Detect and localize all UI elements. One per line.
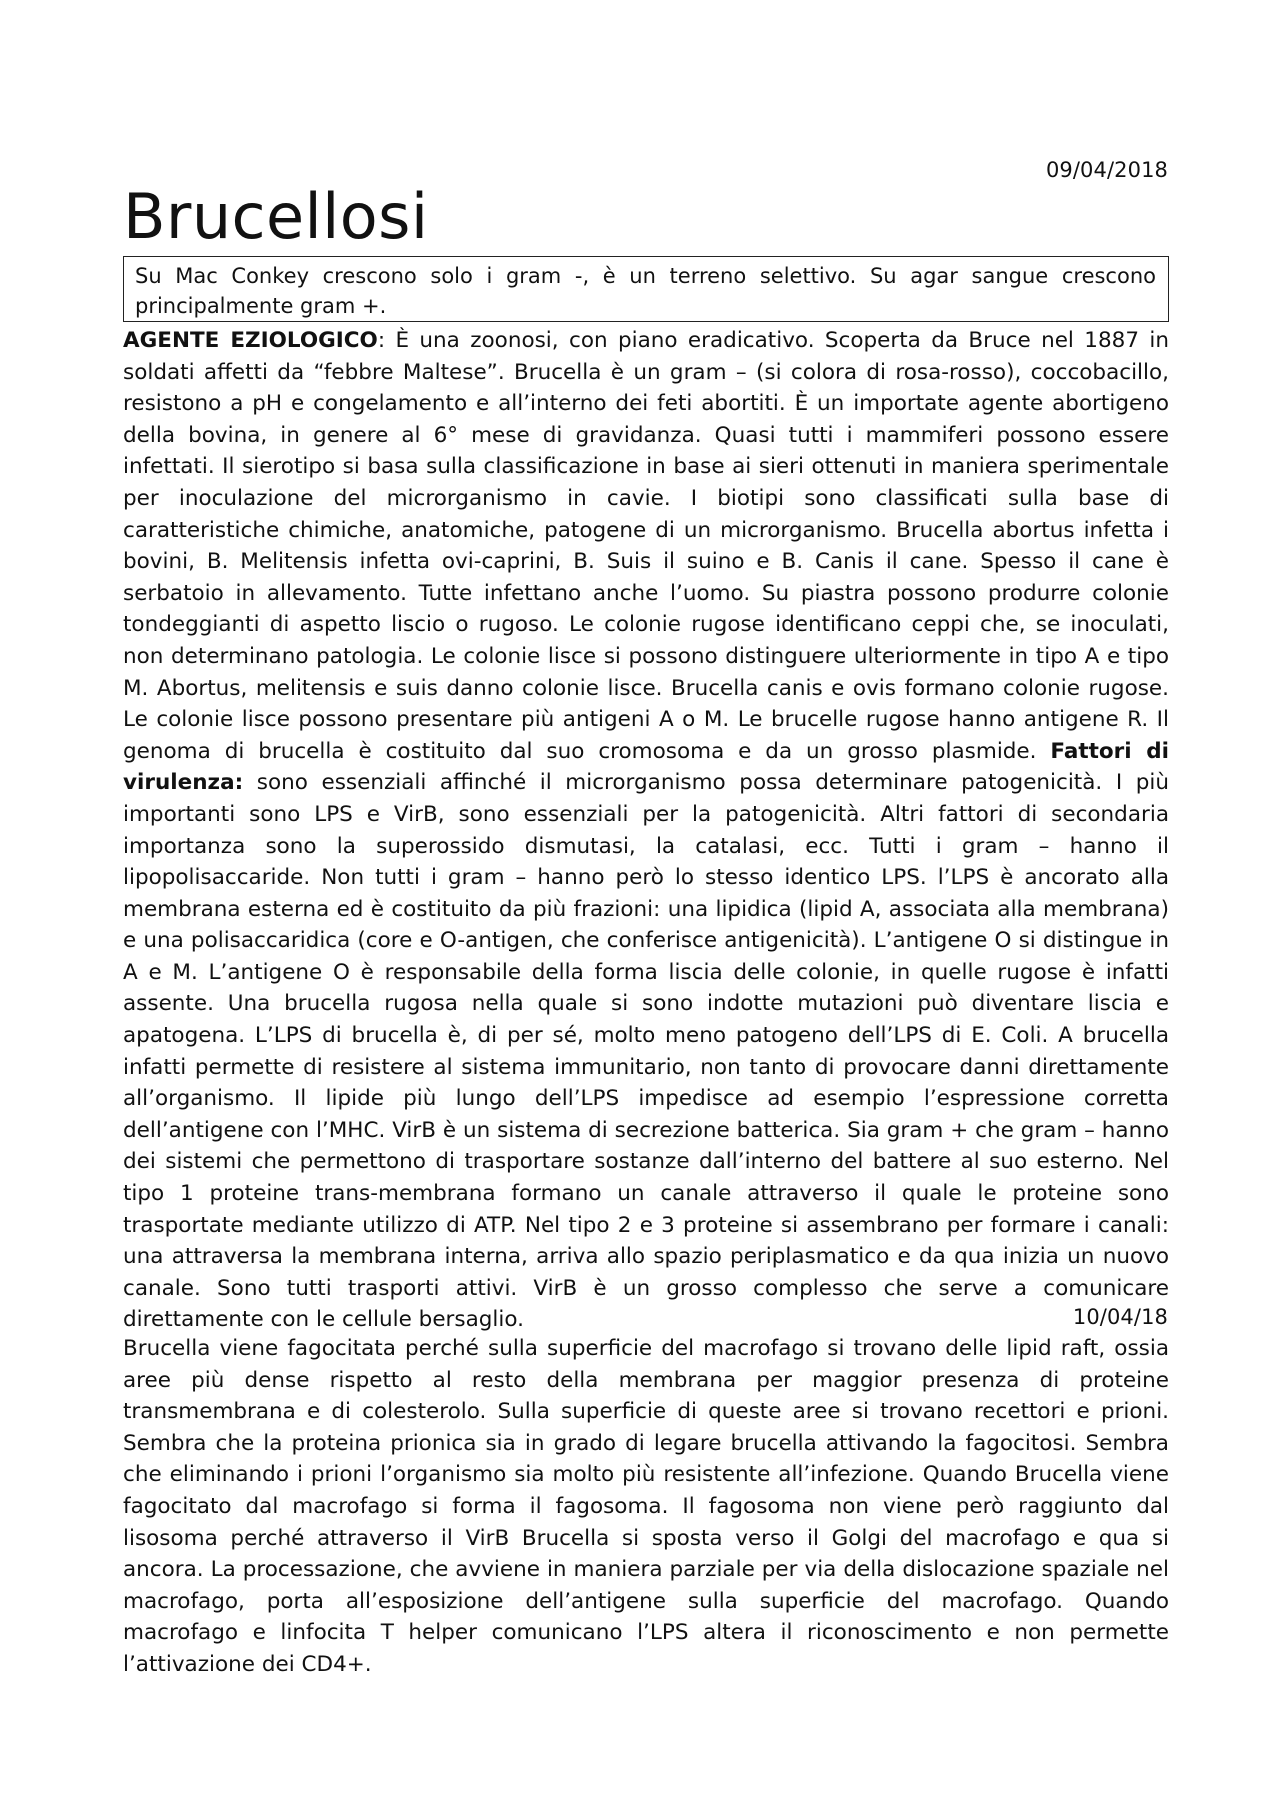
document-date: 09/04/2018 — [1045, 158, 1168, 182]
section-text-part-2: sono essenziali affinché il microrganismo possa determinare patogenicità. I più importanti sono LPS e VirB, sono essenziali per la patogenicità. Altri fattori di secondaria importanza sono la superossido dismutasi, la catalasi, ecc. Tutti i gram – hanno il lipopolisaccaride. Non tutti i gram – hanno però lo stesso identico LPS. l’LPS è ancorato alla membrana esterna ed è costituito da più frazioni: una lipidica (lipid A, associata alla membrana) e una polisaccaridica (core e O-antigen, che conferisce antigenicità). L’antigene O si distingue in A e M. L’antigene O è responsabile della forma liscia delle colonie, in quelle rugose è infatti assente. Una brucella rugosa nella quale si sono indotte mutazioni può diventare liscia e apatogena. L’LPS di brucella è, di per sé, molto meno patogeno dell’LPS di E. Coli. A brucella infatti permette di resistere al sistema immunitario, non tanto di provocare danni direttamente all’organismo. Il lipide più lungo dell’LPS impedisce ad esempio l’espressione corretta dell’antigene con l’MHC. VirB è un sistema di secrezione batterica. Sia gram + che gram – hanno dei sistemi che permettono di trasportare sostanze dall’interno del battere al suo esterno. Nel tipo 1 proteine trans-membrana formano un canale attraverso il quale le proteine sono trasportate mediante utilizzo di ATP. Nel tipo 2 e 3 proteine si assembrano per formare i canali: una attraversa la membrana interna, arriva allo spazio periplasmatico e da qua inizia un nuovo canale. Sono tutti trasporti attivi. VirB è un grosso complesso che serve a comunicare direttamente con le cellule bersaglio. — [123, 770, 1169, 1333]
section-date: 10/04/18 — [1072, 1305, 1168, 1329]
virulence-heading: Fattori di virulenza: — [123, 738, 1169, 796]
page-title: Brucellosi — [123, 180, 429, 253]
section-text-part-1: : È una zoonosi, con piano eradicativo. Scoperta da Bruce nel 1887 in soldati affetti da “febbre Maltese”. Brucella è un gram – (si colora di rosa-rosso), coccobacillo, resistono a pH e congelamento e all’interno dei feti abortiti. È un importate agente abortigeno della bovina, in genere al 6° mese di gravidanza. Quasi tutti i mammiferi possono essere infettati. Il sierotipo si basa sulla classificazione in base ai sieri ottenuti in maniera sperimentale per inoculazione del microrganismo in cavie. I biotipi sono classificati sulla base di caratteristiche chimiche, anatomiche, patogene di un microrganismo. Brucella abortus infetta i bovini, B. Melitensis infetta ovi-caprini, B. Suis il suino e B. Canis il cane. Spesso il cane è serbatoio in allevamento. Tutte infettano anche l’uomo. Su piastra possono produrre colonie tondeggianti di aspetto liscio o rugoso. Le colonie rugose identificano ceppi che, se inoculati, non determinano patologia. Le colonie lisce si possono distinguere ulteriormente in tipo A e tipo M. Abortus, melitensis e suis danno colonie lisce. Brucella canis e ovis formano colonie rugose. Le colonie lisce possono presentare più antigeni A o M. Le brucelle rugose hanno antigene R. Il genoma di brucella è costituito dal suo cromosoma e da un grosso plasmide. — [123, 328, 1169, 764]
section-heading: AGENTE EZIOLOGICO — [123, 328, 378, 353]
section-agente-eziologico — [123, 325, 1169, 1336]
note-box: Su Mac Conkey crescono solo i gram -, è un terreno selettivo. Su agar sangue crescono principalmente gram +. — [123, 256, 1169, 322]
section-fagocitosi: Brucella viene fagocitata perché sulla superficie del macrofago si trovano delle lipid raft, ossia aree più dense rispetto al resto della membrana per maggior presenza di proteine transmembrana e di colesterolo. Sulla superficie di queste aree si trovano recettori e prioni. Sembra che la proteina prionica sia in grado di legare brucella attivando la fagocitosi. Sembra che eliminando i prioni l’organismo sia molto più resistente all’infezione. Quando Brucella viene fagocitato dal macrofago si forma il fagosoma. Il fagosoma non viene però raggiunto dal lisosoma perché attraverso il VirB Brucella si sposta verso il Golgi del macrofago e qua si ancora. La processazione, che avviene in maniera parziale per via della dislocazione spaziale nel macrofago, porta all’esposizione dell’antigene sulla superficie del macrofago. Quando macrofago e linfocita T helper comunicano l’LPS altera il riconoscimento e non permette l’attivazione dei CD4+. — [123, 1336, 1169, 1677]
